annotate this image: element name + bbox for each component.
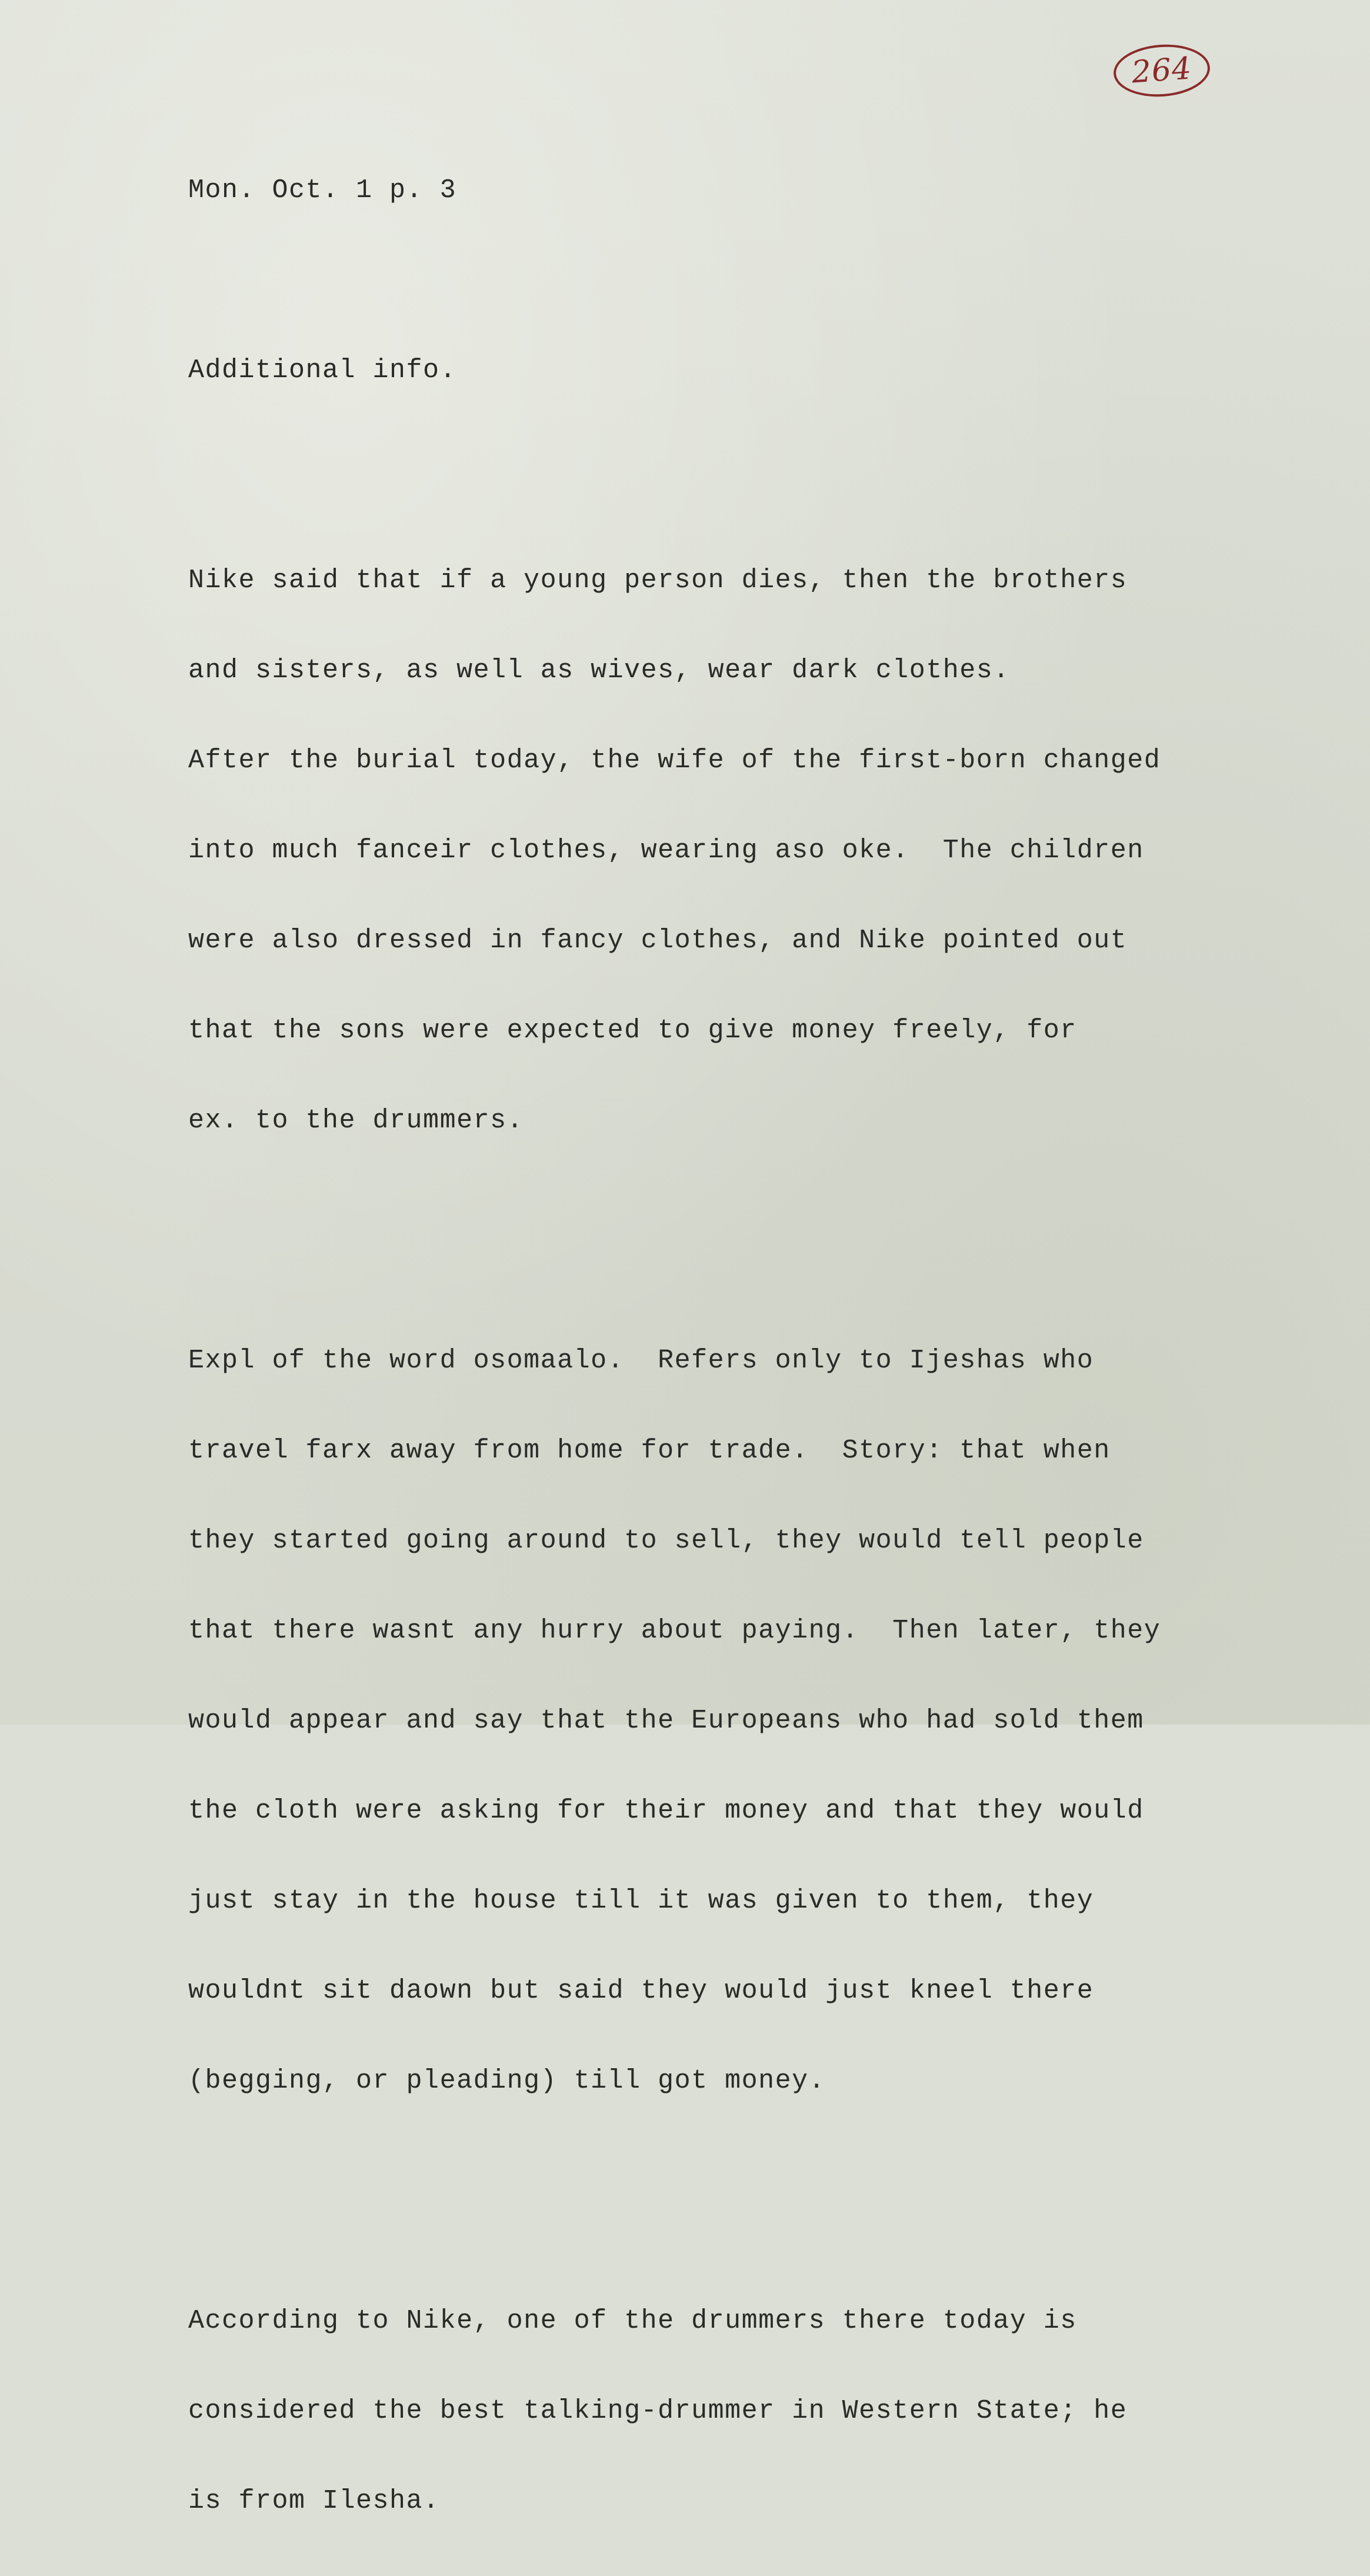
paragraph-2-line: they started going around to sell, they would tell people xyxy=(188,1526,1144,1556)
paragraph-2-line: that there wasnt any hurry about paying. Then later, they xyxy=(188,1616,1161,1646)
paragraph-2-line: the cloth were asking for their money and that they would xyxy=(188,1796,1144,1826)
paragraph-2-line: just stay in the house till it was given to them, they xyxy=(188,1886,1094,1916)
paragraph-1-line: ex. to the drummers. xyxy=(188,1106,524,1136)
paragraph-2-line: travel farx away from home for trade. Story: that when xyxy=(188,1436,1111,1466)
paragraph-2-line: Expl of the word osomaalo. Refers only to Ijeshas who xyxy=(188,1346,1094,1376)
paragraph-3-line: According to Nike, one of the drummers there today is xyxy=(188,2306,1077,2336)
typewritten-text xyxy=(188,115,1353,2576)
spacer xyxy=(188,1226,1353,1256)
header-line: Mon. Oct. 1 p. 3 xyxy=(188,175,457,205)
paragraph-2-line: (begging, or pleading) till got money. xyxy=(188,2066,826,2096)
spacer xyxy=(188,445,1353,475)
page-number-annotation: 264 xyxy=(1112,41,1212,99)
paragraph-1-line: into much fanceir clothes, wearing aso oke. The children xyxy=(188,836,1144,866)
paragraph-1-line: After the burial today, the wife of the first-born changed xyxy=(188,745,1161,776)
paragraph-3-line: considered the best talking-drummer in Western State; he xyxy=(188,2396,1128,2426)
paragraph-1-line: Nike said that if a young person dies, then the brothers xyxy=(188,565,1128,595)
paragraph-1-line: and sisters, as well as wives, wear dark clothes. xyxy=(188,655,1010,685)
paragraph-1-line: that the sons were expected to give money freely, for xyxy=(188,1016,1077,1046)
spacer xyxy=(188,265,1353,295)
paragraph-2-line: would appear and say that the Europeans who had sold them xyxy=(188,1706,1144,1736)
paragraph-3-line: is from Ilesha. xyxy=(188,2486,440,2516)
subheading: Additional info. xyxy=(188,355,457,385)
spacer xyxy=(188,2186,1353,2216)
paragraph-1-line: were also dressed in fancy clothes, and Nike pointed out xyxy=(188,926,1128,956)
paragraph-2-line: wouldnt sit daown but said they would just kneel there xyxy=(188,1976,1094,2006)
